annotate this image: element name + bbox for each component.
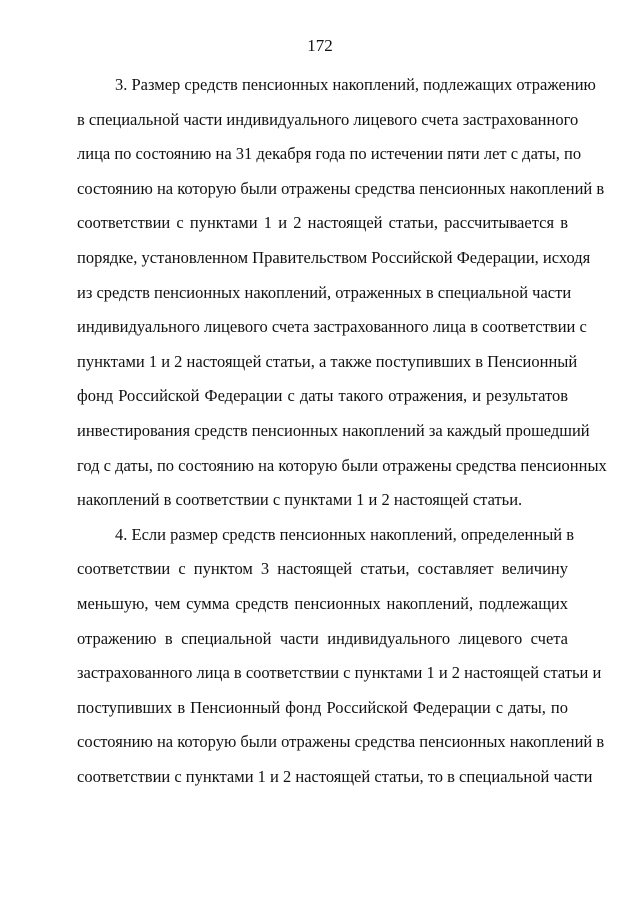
paragraph-3: [77, 68, 607, 518]
text-line: накоплений в соответствии с пунктами 1 и 2 настоящей статьи.: [77, 490, 523, 510]
text-line: 3. Размер средств пенсионных накоплений, подлежащих отражению: [115, 75, 596, 94]
text-line: в специальной части индивидуального лицевого счета застрахованного: [77, 109, 579, 129]
text-line: из средств пенсионных накоплений, отраженных в специальной части: [77, 282, 572, 302]
text-line: соответствии с пунктами 1 и 2 настоящей статьи, рассчитывается в: [77, 213, 568, 233]
page-number: 172: [307, 36, 333, 55]
text-line: год с даты, по состоянию на которую были отражены средства пенсионных: [77, 455, 607, 475]
text-line: состоянию на которую были отражены средства пенсионных накоплений в: [77, 178, 605, 198]
text-line: состоянию на которую были отражены средства пенсионных накоплений в: [77, 732, 605, 752]
text-line: лица по состоянию на 31 декабря года по истечении пяти лет с даты, по: [77, 144, 582, 164]
text-line: соответствии с пунктами 1 и 2 настоящей статьи, то в специальной части: [77, 766, 593, 786]
text-line: поступивших в Пенсионный фонд Российской Федерации с даты, по: [77, 697, 568, 717]
text-line: фонд Российской Федерации с даты такого отражения, и результатов: [77, 386, 568, 406]
text-line: меньшую, чем сумма средств пенсионных накоплений, подлежащих: [77, 593, 568, 613]
text-line: индивидуального лицевого счета застрахованного лица в соответствии с: [77, 317, 587, 337]
text-line: порядке, установленном Правительством Российской Федерации, исходя: [77, 247, 591, 267]
text-line: застрахованного лица в соответствии с пунктами 1 и 2 настоящей статьи и: [77, 663, 602, 683]
text-line: 4. Если размер средств пенсионных накоплений, определенный в: [115, 524, 575, 544]
text-line: соответствии с пунктом 3 настоящей статьи, составляет величину: [77, 559, 568, 579]
document-body: [77, 68, 607, 794]
text-line: отражению в специальной части индивидуального лицевого счета: [77, 628, 568, 648]
text-line: инвестирования средств пенсионных накоплений за каждый прошедший: [77, 420, 590, 440]
text-line: пунктами 1 и 2 настоящей статьи, а также поступивших в Пенсионный: [77, 351, 578, 371]
paragraph-4: [77, 518, 605, 795]
